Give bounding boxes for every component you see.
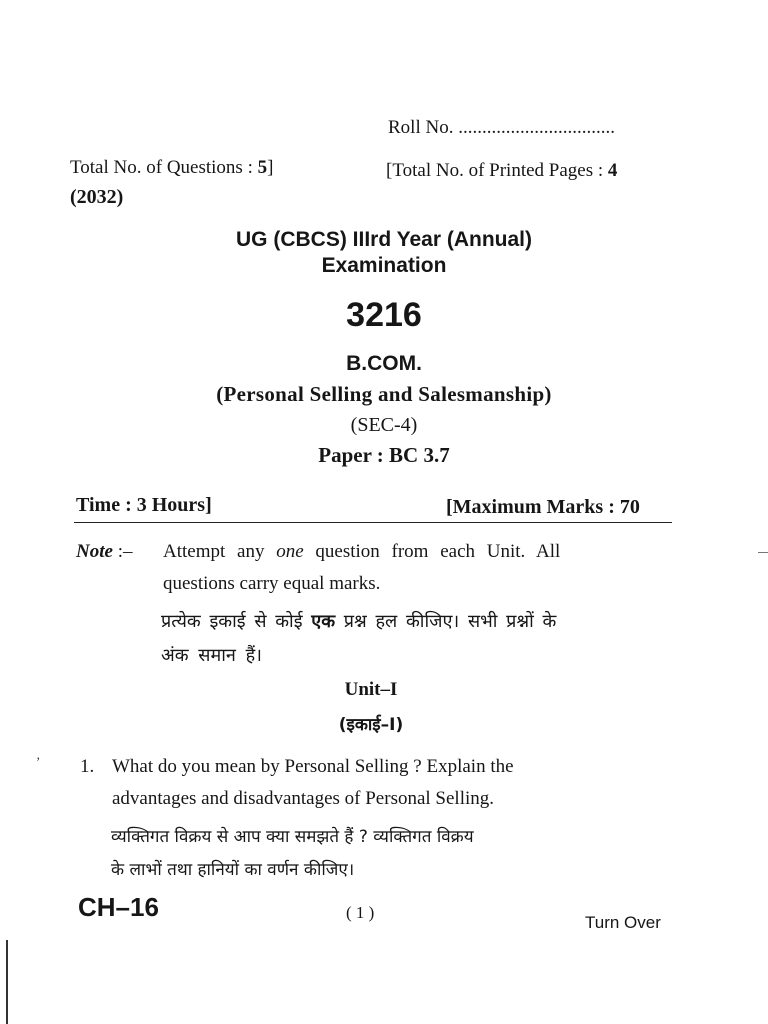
- note-en-part1: Attempt any: [163, 541, 277, 562]
- printed-pages: [386, 160, 617, 182]
- paper-code: 3216: [346, 296, 422, 334]
- note-hindi-line2: अंक समान हैं।: [161, 645, 262, 666]
- note-label-group: [76, 541, 132, 563]
- question-hi-line2: के लाभों तथा हानियों का वर्णन कीजिए।: [111, 860, 355, 880]
- page-edge-shadow: [6, 940, 8, 1024]
- exam-code: (2032): [70, 186, 124, 208]
- subject-name: (Personal Selling and Salesmanship): [216, 382, 552, 406]
- paper-value: BC 3.7: [389, 443, 450, 467]
- header-divider: [74, 522, 672, 523]
- note-hi-part1: प्रत्येक इकाई से कोई: [161, 611, 312, 632]
- question-number: 1.: [80, 756, 95, 777]
- roll-number-line: Roll No. .................................: [388, 117, 615, 138]
- sec-code: (SEC-4): [350, 414, 418, 436]
- course-name: B.COM.: [346, 352, 422, 375]
- note-hi-emphasis: एक: [311, 611, 336, 632]
- note-english-line1: [163, 541, 560, 563]
- total-questions-value: 5: [257, 157, 268, 178]
- unit-title-hindi: (इकाई–I): [338, 715, 404, 735]
- exam-title-line2: Examination: [321, 254, 447, 277]
- note-hindi-line1: [161, 609, 556, 633]
- unit-title: Unit–I: [344, 679, 398, 700]
- question-hi-line1: व्यक्तिगत विक्रय से आप क्या समझते हैं ? व्यक्तिगत विक्रय: [111, 827, 474, 847]
- note-separator: :–: [112, 541, 133, 562]
- paper-label: Paper :: [318, 443, 390, 467]
- footer-code: CH–16: [78, 892, 159, 922]
- exam-title-line1: UG (CBCS) IIIrd Year (Annual): [236, 228, 532, 251]
- total-questions: [70, 157, 273, 179]
- scan-dash-mark: [758, 552, 768, 553]
- scan-mark: ’: [36, 754, 41, 769]
- exam-time: Time : 3 Hours]: [76, 494, 212, 516]
- page-number: ( 1 ): [346, 903, 375, 922]
- printed-pages-value: 4: [607, 160, 618, 181]
- maximum-marks: [Maximum Marks : 70: [446, 496, 640, 518]
- paper-number: [0, 443, 768, 468]
- question-en-line1: What do you mean by Personal Selling ? Explain the: [112, 756, 514, 777]
- turn-over: Turn Over: [585, 913, 661, 932]
- note-label: Note: [76, 541, 113, 562]
- total-questions-close: ]: [267, 157, 274, 178]
- question-en-line2: advantages and disadvantages of Personal Selling.: [112, 788, 495, 809]
- printed-pages-label: [Total No. of Printed Pages :: [386, 160, 608, 181]
- note-en-emphasis: one: [276, 541, 304, 562]
- total-questions-label: Total No. of Questions :: [70, 157, 258, 178]
- note-hi-part2: प्रश्न हल कीजिए। सभी प्रश्नों के: [335, 611, 557, 632]
- note-en-part2: question from each Unit. All: [303, 541, 561, 562]
- note-english-line2: questions carry equal marks.: [163, 573, 381, 594]
